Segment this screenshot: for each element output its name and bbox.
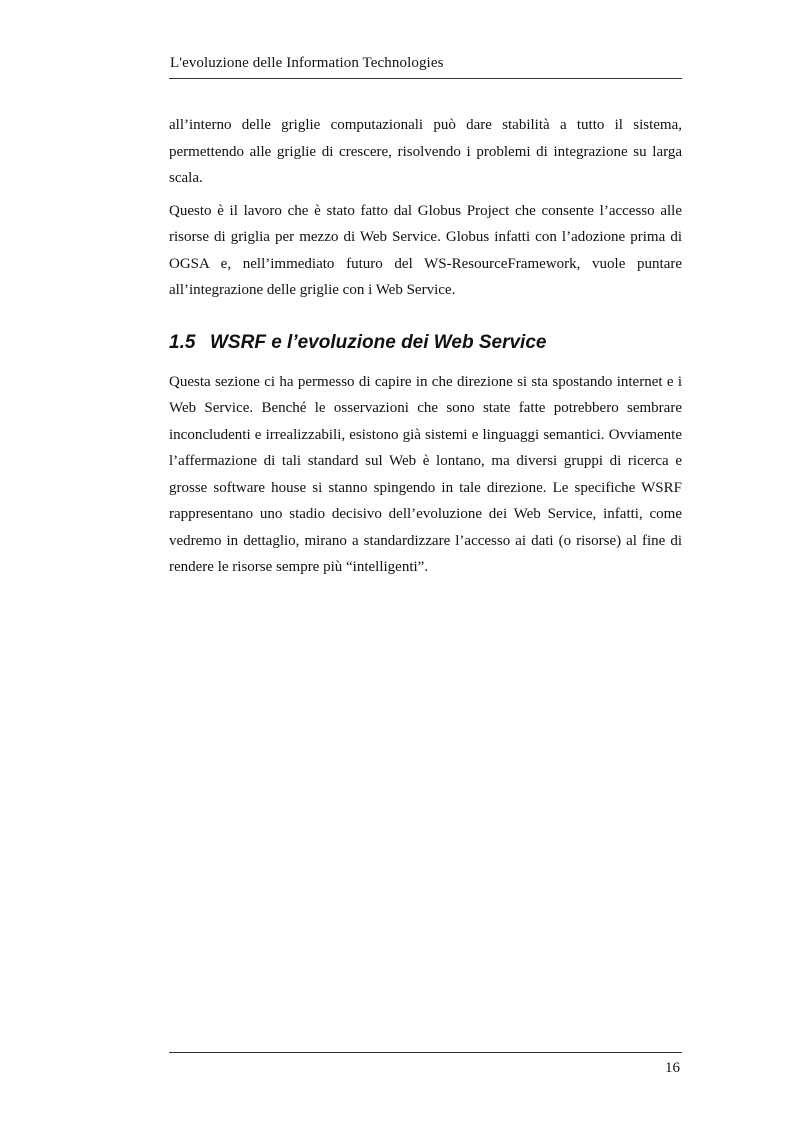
section-heading bbox=[169, 331, 682, 355]
page-body bbox=[169, 112, 682, 581]
section-title: WSRF e l’evoluzione dei Web Service bbox=[210, 331, 547, 353]
page-footer bbox=[169, 1052, 682, 1076]
running-header bbox=[169, 54, 682, 79]
section-number: 1.5 bbox=[169, 331, 196, 353]
paragraph: Questo è il lavoro che è stato fatto dal Globus Project che consente l’accesso alle risorse di griglia per mezzo di Web Service. Globus infatti con l’adozione prima di OGSA e, nell’immediato futuro del WS-ResourceFramework, vuole puntare all’integrazione delle griglie con i Web Service. bbox=[169, 202, 682, 298]
paragraph: all’interno delle griglie computazionali può dare stabilità a tutto il sistema, permettendo alle griglie di crescere, risolvendo i problemi di integrazione su larga scala. bbox=[169, 117, 682, 186]
paragraph: Questa sezione ci ha permesso di capire in che direzione si sta spostando internet e i Web Service. Benché le osservazioni che sono state fatte potrebbero sembrare inconcludenti e irrealizzabili, esistono già sistemi e linguaggi semantici. Ovviamente l’affermazione di tali standard sul Web è lontano, ma diversi gruppi di ricerca e grosse software house si stanno spingendo in tale direzione. Le specifiche WSRF rappresentano uno stadio decisivo dell’evoluzione dei Web Service, infatti, come vedremo in dettaglio, mirano a standardizzare l’accesso ai dati (o risorse) al fine di rendere le risorse sempre più “intelligenti”. bbox=[169, 373, 682, 575]
page-number: 16 bbox=[665, 1060, 680, 1076]
running-header-title: L'evoluzione delle Information Technologies bbox=[170, 55, 444, 71]
